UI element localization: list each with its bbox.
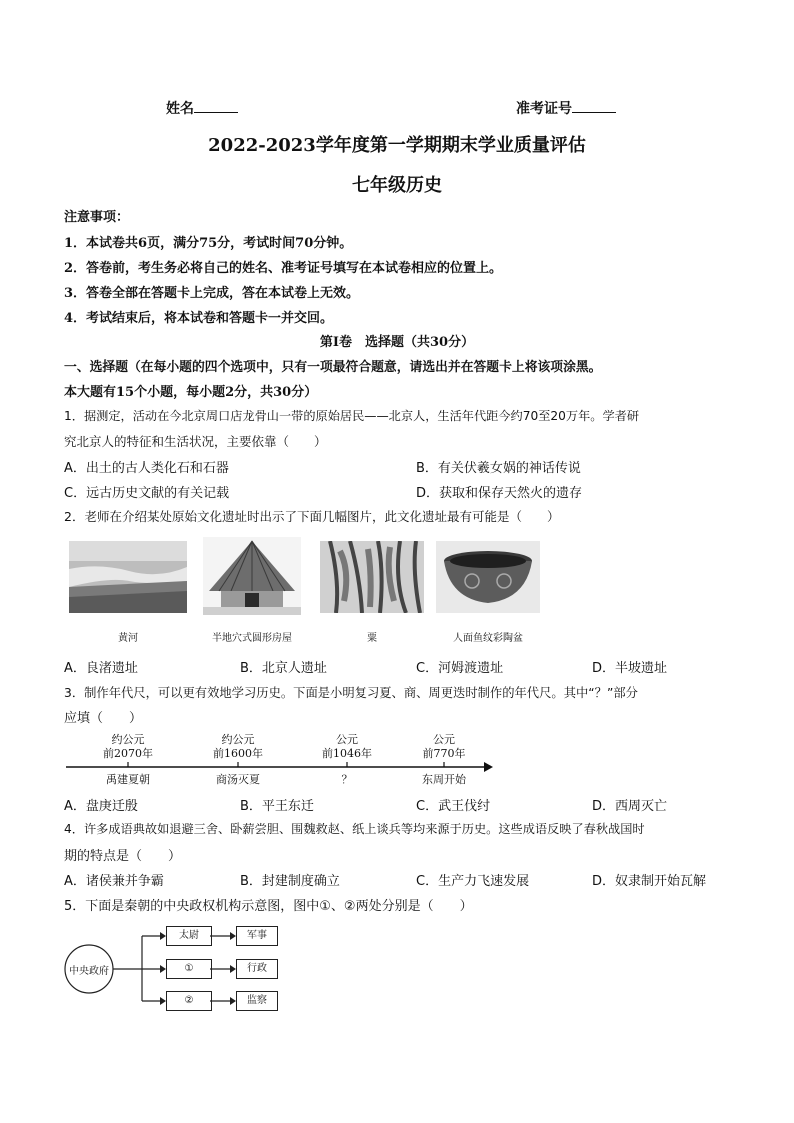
name-field <box>166 98 238 118</box>
caption-millet: 粟 <box>367 633 377 644</box>
q4-stem: 4．许多成语典故如退避三舍、卧薪尝胆、围魏救赵、纸上谈兵等均来源于历史。这些成语反映了春秋战国时 <box>64 822 645 836</box>
timeline-top-3: 公元 <box>336 733 358 746</box>
q1-option-c[interactable]: C．远古历史文献的有关记载 <box>64 486 230 501</box>
diagram-root-central-government: 中央政府 <box>69 966 109 977</box>
diagram-box-blank-1: ① <box>166 959 212 979</box>
exam-id-blank <box>572 98 616 113</box>
q2-stem: 2．老师在介绍某处原始文化遗址时出示了下面几幅图片，此文化遗址最有可能是（ ） <box>64 509 560 524</box>
q1-option-b[interactable]: B．有关伏羲女娲的神话传说 <box>416 461 581 476</box>
q2-option-b[interactable]: B．北京人遗址 <box>240 661 327 676</box>
caption-round-house: 半地穴式圆形房屋 <box>212 633 292 644</box>
diagram-box-blank-2: ② <box>166 991 212 1011</box>
caption-pottery-basin: 人面鱼纹彩陶盆 <box>453 633 523 644</box>
q4-stem-2: 期的特点是（ ） <box>64 849 182 864</box>
q3-option-d[interactable]: D．西周灭亡 <box>592 799 668 814</box>
q2-option-d[interactable]: D．半坡遗址 <box>592 661 668 676</box>
notice-item: 4．考试结束后，将本试卷和答题卡一并交回。 <box>64 311 334 326</box>
q3-option-a[interactable]: A．盘庚迁殷 <box>64 799 138 814</box>
notice-item: 2．答卷前，考生务必将自己的姓名、准考证号填写在本试卷相应的位置上。 <box>64 261 503 276</box>
timeline-year-4: 前770年 <box>422 747 466 760</box>
exam-title: 2022-2023学年度第一学期期末学业质量评估 <box>208 135 586 156</box>
q1-option-d[interactable]: D．获取和保存天然火的遗存 <box>416 486 583 501</box>
notice-item: 3．答卷全部在答题卡上完成，答在本试卷上无效。 <box>64 286 360 301</box>
exam-id-field <box>516 98 616 118</box>
q3-stem-2: 应填（ ） <box>64 711 143 726</box>
q3-stem: 3．制作年代尺，可以更有效地学习历史。下面是小明复习夏、商、周更迭时制作的年代尺。其中“？”部分 <box>64 686 638 700</box>
q1-stem: 1．据测定，活动在今北京周口店龙骨山一带的原始居民——北京人，生活年代距今约70至20万年。学者研 <box>64 409 640 423</box>
q4-option-c[interactable]: C．生产力飞速发展 <box>416 874 530 889</box>
diagram-box-military: 军事 <box>236 926 278 946</box>
q4-option-b[interactable]: B．封建制度确立 <box>240 874 340 889</box>
notice-heading: 注意事项： <box>64 210 130 225</box>
q1-stem-2: 究北京人的特征和生活状况，主要依靠（ ） <box>64 434 327 449</box>
exam-subtitle: 七年级历史 <box>352 175 442 196</box>
q3-option-b[interactable]: B．平王东迁 <box>240 799 314 814</box>
timeline-event-3: ？ <box>341 773 353 786</box>
timeline-year-2: 前1600年 <box>213 747 263 760</box>
timeline-event-4: 东周开始 <box>422 773 466 786</box>
yellow-river-photo <box>69 541 187 613</box>
millet-photo <box>320 541 424 613</box>
part1-title: 第Ⅰ卷 选择题（共30分） <box>319 335 475 350</box>
q2-option-a[interactable]: A．良渚遗址 <box>64 661 138 676</box>
q2-option-c[interactable]: C．河姆渡遗址 <box>416 661 504 676</box>
q3-option-c[interactable]: C．武王伐纣 <box>416 799 491 814</box>
part1-instruction-2: 本大题有15个小题，每小题2分，共30分） <box>64 385 318 400</box>
timeline-year-3: 前1046年 <box>322 747 372 760</box>
round-house-photo <box>203 537 301 615</box>
q4-option-a[interactable]: A．诸侯兼并争霸 <box>64 874 164 889</box>
diagram-box-supervision: 监察 <box>236 991 278 1011</box>
pottery-basin-photo <box>436 541 540 613</box>
timeline-top-1: 约公元 <box>111 733 145 746</box>
timeline-event-2: 商汤灭夏 <box>216 773 260 786</box>
timeline-event-1: 禹建夏朝 <box>106 773 150 786</box>
q1-option-a[interactable]: A．出土的古人类化石和石器 <box>64 461 229 476</box>
name-label: 姓名 <box>166 101 194 117</box>
exam-id-label: 准考证号 <box>516 101 572 117</box>
timeline-year-1: 前2070年 <box>103 747 153 760</box>
timeline-top-2: 约公元 <box>221 733 255 746</box>
part1-instruction: 一、选择题（在每小题的四个选项中，只有一项最符合题意，请选出并在答题卡上将该项涂黑。 <box>64 360 602 375</box>
q5-stem: 5．下面是秦朝的中央政权机构示意图，图中①、②两处分别是（ ） <box>64 899 473 914</box>
timeline-top-4: 公元 <box>433 733 455 746</box>
caption-yellow-river: 黄河 <box>118 633 138 644</box>
diagram-box-taiwei: 太尉 <box>166 926 212 946</box>
notice-item: 1．本试卷共6页，满分75分，考试时间70分钟。 <box>64 236 353 251</box>
diagram-box-administration: 行政 <box>236 959 278 979</box>
q4-option-d[interactable]: D．奴隶制开始瓦解 <box>592 874 707 889</box>
name-blank <box>194 98 238 113</box>
